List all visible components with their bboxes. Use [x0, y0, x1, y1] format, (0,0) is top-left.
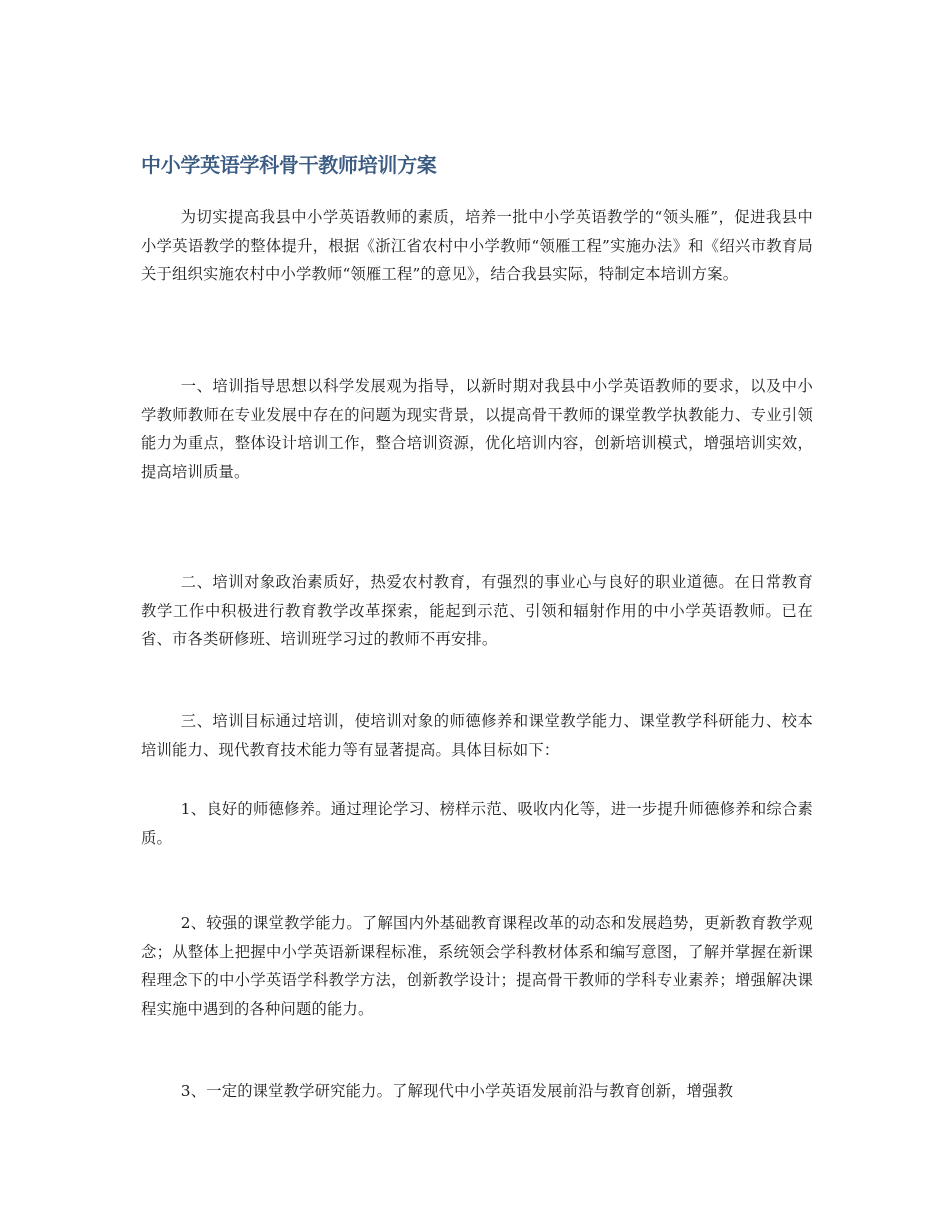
page-title: 中小学英语学科骨干教师培训方案	[141, 153, 437, 177]
section-guiding-ideology: 一、培训指导思想以科学发展观为指导，以新时期对我县中小学英语教师的要求，以及中小学教师教师在专业发展中存在的问题为现实背景，以提高骨干教师的课堂教学执教能力、专业引领能力为重点，整体设计培训工作，整合培训资源，优化培训内容，创新培训模式，增强培训实效，提高培训质量。	[141, 377, 813, 482]
goal-item-1: 1、良好的师德修养。通过理论学习、榜样示范、吸收内化等，进一步提升师德修养和综合素质。	[141, 800, 813, 847]
intro-paragraph: 为切实提高我县中小学英语教师的素质，培养一批中小学英语教学的“领头雁”，促进我县中小学英语教学的整体提升，根据《浙江省农村中小学教师“领雁工程”实施办法》和《绍兴市教育局关于组织实施农村中小学教师“领雁工程”的意见》，结合我县实际，特制定本培训方案。	[141, 208, 813, 284]
section-training-targets: 二、培训对象政治素质好，热爱农村教育，有强烈的事业心与良好的职业道德。在日常教育教学工作中积极进行教育教学改革探索，能起到示范、引领和辐射作用的中小学英语教师。已在省、市各类研修班、培训班学习过的教师不再安排。	[141, 573, 813, 649]
goal-item-2: 2、较强的课堂教学能力。了解国内外基础教育课程改革的动态和发展趋势，更新教育教学观念；从整体上把握中小学英语新课程标准，系统领会学科教材体系和编写意图，了解并掌握在新课程理念下的中小学英语学科教学方法，创新教学设计；提高骨干教师的学科专业素养；增强解决课程实施中遇到的各种问题的能力。	[141, 914, 813, 1019]
section-training-goals: 三、培训目标通过培训，使培训对象的师德修养和课堂教学能力、课堂教学科研能力、校本培训能力、现代教育技术能力等有显著提高。具体目标如下：	[141, 712, 813, 759]
goal-item-3: 3、一定的课堂教学研究能力。了解现代中小学英语发展前沿与教育创新，增强教	[180, 1082, 734, 1100]
